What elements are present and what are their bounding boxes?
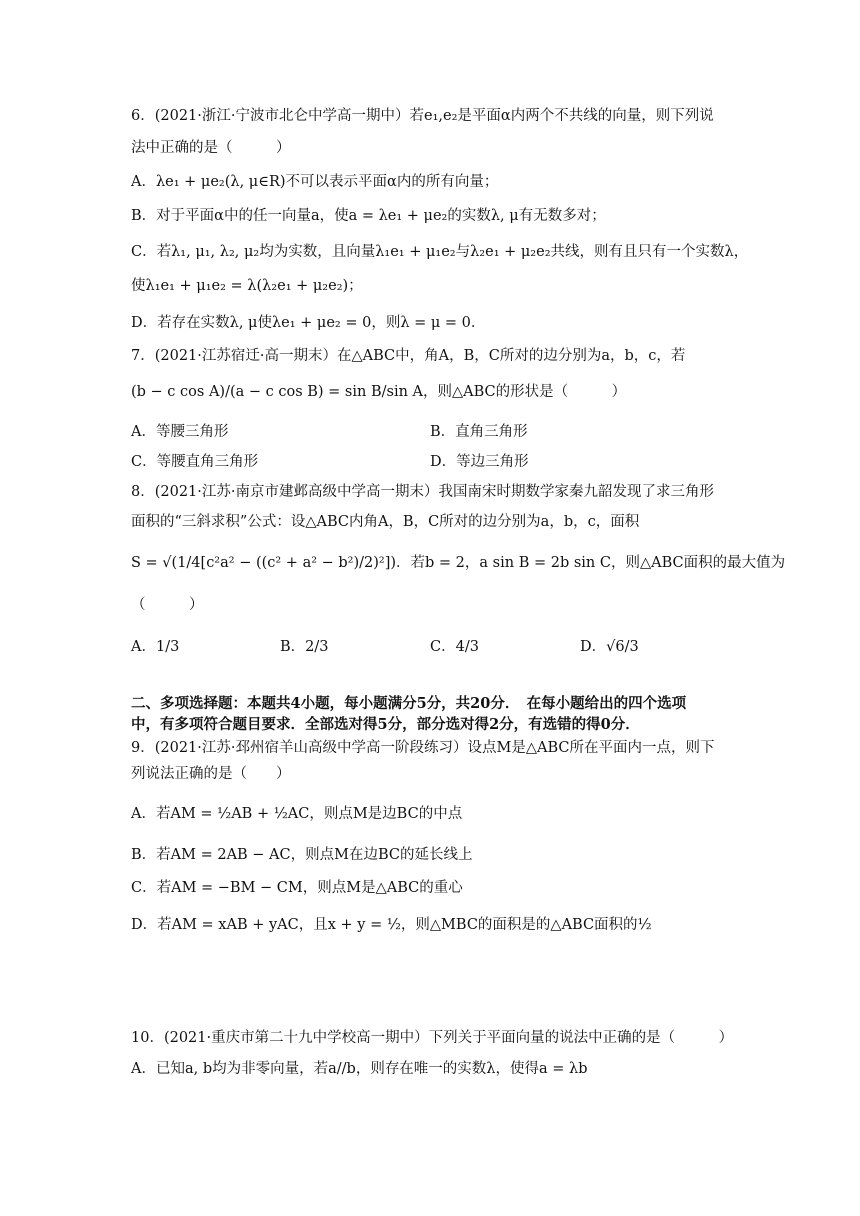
q6-option-c-line2: 使λ₁e₁ + μ₁e₂ = λ(λ₂e₁ + μ₂e₂)； xyxy=(131,278,363,294)
section2-heading-line2: 中，有多项符合题目要求．全部选对得5分，部分选对得2分，有选错的得0分． xyxy=(131,716,640,733)
q10-stem-line1: 10．(2021·重庆市第二十九中学校高一期中）下列关于平面向量的说法中正确的是（ ） xyxy=(131,1030,734,1046)
q8-option-d: D．√6/3 xyxy=(580,639,639,655)
q9-option-c: C．若AM = −BM − CM，则点M是△ABC的重心 xyxy=(131,880,463,896)
q10-option-a: A．已知a, b均为非零向量，若a//b，则存在唯一的实数λ，使得a = λb xyxy=(131,1061,588,1077)
q7-option-c: C．等腰直角三角形 xyxy=(131,454,259,470)
q6-option-a: A．λe₁ + μe₂(λ, μ∈R)不可以表示平面α内的所有向量； xyxy=(131,174,499,190)
q8-stem-line3: S = √(1/4[c²a² − ((c² + a² − b²)/2)²])．若b = 2，a sin B = 2b sin C，则△ABC面积的最大值为 xyxy=(131,555,786,571)
q8-option-b: B．2/3 xyxy=(280,639,329,655)
q9-option-d: D．若AM = xAB + yAC，且x + y = ½，则△MBC的面积是的△ABC面积的½ xyxy=(131,917,652,933)
q6-option-c-line1: C．若λ₁, μ₁, λ₂, μ₂均为实数，且向量λ₁e₁ + μ₁e₂与λ₂e₁ + μ₂e₂共线，则有且只有一个实数λ， xyxy=(131,244,749,260)
q8-stem-line4: （ ） xyxy=(131,597,204,613)
q6-option-d: D．若存在实数λ, μ使λe₁ + μe₂ = 0，则λ = μ = 0． xyxy=(131,315,486,331)
q9-option-b: B．若AM = 2AB − AC，则点M在边BC的延长线上 xyxy=(131,847,473,863)
q8-option-c: C．4/3 xyxy=(430,639,479,655)
section2-heading-line1: 二、多项选择题：本题共4小题，每小题满分5分，共20分． 在每小题给出的四个选项 xyxy=(131,695,687,712)
q8-stem-line2: 面积的“三斜求积”公式：设△ABC内角A，B，C所对的边分别为a，b，c，面积 xyxy=(131,514,640,530)
q9-option-a: A．若AM = ½AB + ½AC，则点M是边BC的中点 xyxy=(131,806,463,822)
q7-stem-line1: 7．(2021·江苏宿迁·高一期末）在△ABC中，角A，B，C所对的边分别为a，b，c，若 xyxy=(131,348,686,364)
q6-stem-line1: 6．(2021·浙江·宁波市北仑中学高一期中）若e₁,e₂是平面α内两个不共线的向量，则下列说 xyxy=(131,108,714,124)
q8-option-a: A．1/3 xyxy=(131,639,180,655)
q8-stem-line1: 8．(2021·江苏·南京市建邺高级中学高一期末）我国南宋时期数学家秦九韶发现了求三角形 xyxy=(131,484,714,500)
q6-stem-line2: 法中正确的是（ ） xyxy=(131,140,291,156)
q7-option-d: D．等边三角形 xyxy=(430,454,529,470)
q6-option-b: B．对于平面α中的任一向量a，使a = λe₁ + μe₂的实数λ, μ有无数多对； xyxy=(131,208,606,224)
q9-stem-line1: 9．(2021·江苏·邳州宿羊山高级中学高一阶段练习）设点M是△ABC所在平面内一点，则下 xyxy=(131,740,715,756)
q7-stem-line2: (b − c cos A)/(a − c cos B) = sin B/sin A，则△ABC的形状是（ ） xyxy=(131,384,627,400)
q7-option-a: A．等腰三角形 xyxy=(131,424,229,440)
q9-stem-line2: 列说法正确的是（ ） xyxy=(131,766,291,782)
q7-option-b: B．直角三角形 xyxy=(430,424,528,440)
